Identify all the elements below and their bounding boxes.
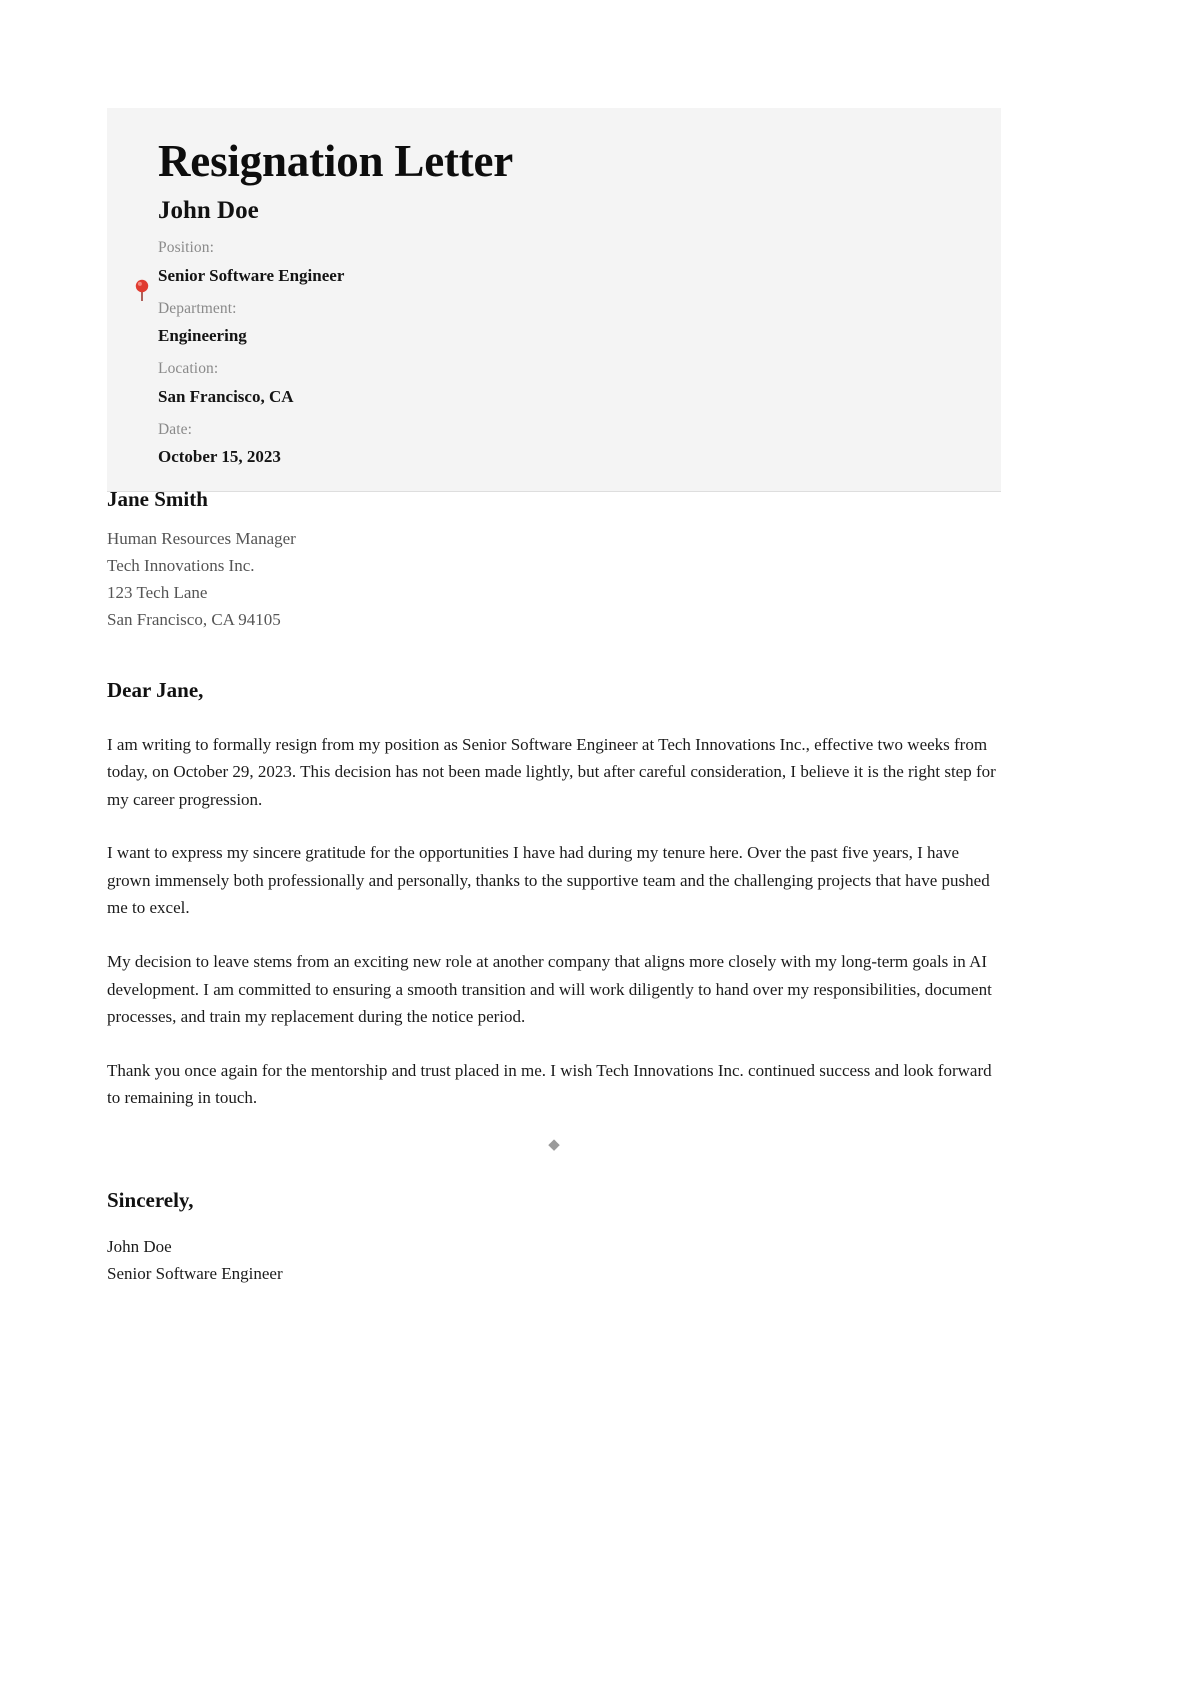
recipient-line-title: Human Resources Manager (107, 529, 296, 549)
closing-salutation: Sincerely, (107, 1187, 194, 1212)
meta-value-position: Senior Software Engineer (158, 265, 345, 285)
signature-title: Senior Software Engineer (107, 1264, 283, 1284)
meta-label-location: Location: (158, 360, 219, 378)
letter-header-panel (107, 108, 1001, 492)
meta-value-department: Engineering (158, 326, 247, 346)
body-paragraph-1: I am writing to formally resign from my position as Senior Software Engineer at Tech Innovations Inc., effective two weeks from today, on October 29, 2023. This decision has not been made lightly, but after careful consideration, I believe it is the right step for my career progression. (107, 734, 996, 809)
sender-name: John Doe (158, 197, 259, 225)
signature-name: John Doe (107, 1236, 172, 1256)
body-paragraph-4: Thank you once again for the mentorship and trust placed in me. I wish Tech Innovations Inc. continued success and look forward to remaining in touch. (107, 1060, 992, 1108)
meta-label-date: Date: (158, 420, 193, 438)
body-paragraph-3: My decision to leave stems from an exciting new role at another company that aligns more closely with my long-term goals in AI development. I am committed to ensuring a smooth transition and will work diligently to hand over my responsibilities, document processes, and train my replacement during the notice period. (107, 952, 992, 1027)
recipient-block (107, 487, 1001, 634)
salutation: Dear Jane, (107, 677, 204, 702)
meta-label-position: Position: (158, 239, 215, 257)
recipient-name: Jane Smith (107, 487, 208, 511)
meta-row-department (158, 301, 961, 345)
meta-row-location (158, 361, 961, 405)
meta-value-location: San Francisco, CA (158, 386, 294, 406)
meta-row-position (158, 240, 961, 284)
meta-value-date: October 15, 2023 (158, 447, 281, 467)
meta-row-date (158, 422, 961, 466)
page-title: Resignation Letter (158, 136, 514, 186)
header-content (107, 136, 1001, 465)
letter-body (107, 487, 1001, 1288)
diamond-ornament-icon: ◆ (548, 1136, 560, 1153)
recipient-line-city: San Francisco, CA 94105 (107, 609, 281, 629)
recipient-line-street: 123 Tech Lane (107, 582, 208, 602)
recipient-line-company: Tech Innovations Inc. (107, 556, 255, 576)
body-paragraph-2: I want to express my sincere gratitude for the opportunities I have had during my tenure here. Over the past five years, I have grown immensely both professionally and personally, thanks to the supportive team and the challenging projects that have pushed me to excel. (107, 843, 990, 918)
meta-label-department: Department: (158, 299, 237, 317)
sender-meta-list (158, 240, 961, 465)
location-pin-icon (131, 276, 153, 302)
